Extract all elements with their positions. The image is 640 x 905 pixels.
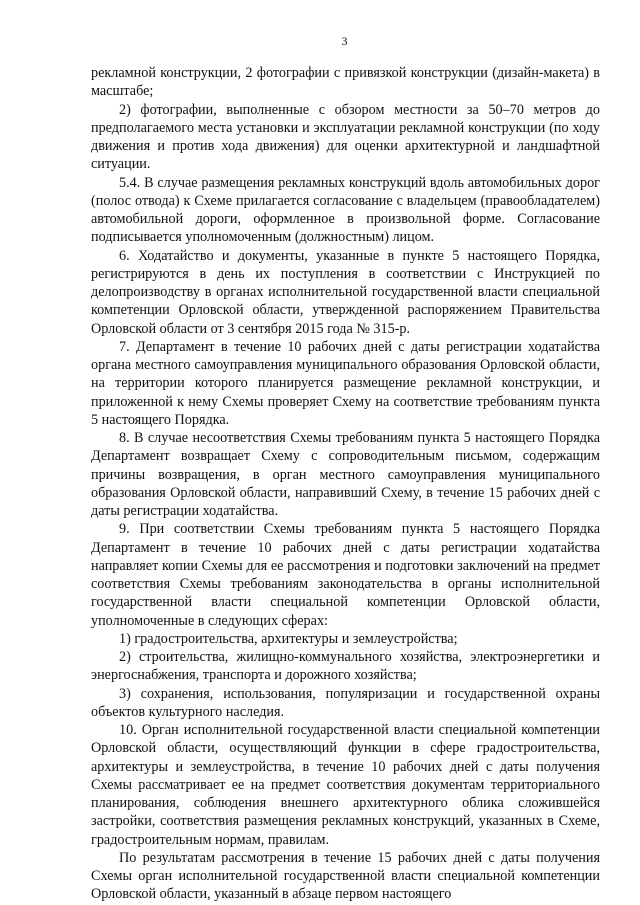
paragraph-9: 2) строительства, жилищно-коммунального хозяйства, электроэнергетики и энергоснабжения, транспорта и дорожного хозяйства; — [91, 649, 600, 684]
paragraph-2: 2) фотографии, выполненные с обзором местности за 50–70 метров до предполагаемого места установки и эксплуатации рекламной конструкции (по ходу движения и против хода движения) для оценки архитектурной и ландшафтной ситуации. — [91, 101, 600, 173]
paragraph-11: 10. Орган исполнительной государственной власти специальной компетенции Орловской области, осуществляющий функции в сфере градостроительства, архитектуры и землеустройства, в течение 10 рабочих дней с даты получения Схемы рассматривает ее на предмет соответствия документам территориального планирования, соблюдения внешнего архитектурного облика сложившейся застройки, соответствия размещения рекламных конструкций, указанных в Схеме, градостроительным нормам, правилам. — [91, 722, 600, 848]
page-number: 3 — [341, 34, 348, 48]
paragraph-7: 9. При соответствии Схемы требованиям пункта 5 настоящего Порядка Департамент в течение 10 рабочих дней с даты регистрации ходатайства направляет копии Схемы для ее рассмотрения и подготовки заключений на предмет соответствия Схемы требованиям законодательства в органы исполнительной государственной власти специальной компетенции Орловской области, уполномоченные в следующих сферах: — [91, 521, 600, 629]
paragraph-6: 8. В случае несоответствия Схемы требованиям пункта 5 настоящего Порядка Департамент возвращает Схему с сопроводительным письмом, содержащим причины возвращения, в орган местного самоуправления муниципального образования Орловской области, направивший Схему, в течение 15 рабочих дней с даты регистрации ходатайства. — [91, 430, 600, 519]
paragraph-3: 5.4. В случае размещения рекламных конструкций вдоль автомобильных дорог (полос отвода) к Схеме прилагается согласование с владельцем (правообладателем) автомобильной дороги, оформленное в произвольной форме. Согласование подписывается уполномоченным (должностным) лицом. — [91, 174, 600, 246]
paragraph-10: 3) сохранения, использования, популяризации и государственной охраны объектов культурного наследия. — [91, 685, 600, 720]
paragraph-4: 6. Ходатайство и документы, указанные в пункте 5 настоящего Порядка, регистрируются в день их поступления в соответствии с Инструкцией по делопроизводству в органах исполнительной государственной власти специальной компетенции Орловской области, утвержденной распоряжением Правительства Орловской области от 3 сентября 2015 года № 315-р. — [91, 247, 600, 337]
paragraph-5: 7. Департамент в течение 10 рабочих дней с даты регистрации ходатайства органа местного самоуправления муниципального образования Орловской области, на территории которого планируется размещение рекламной конструкции, и приложенной к нему Схемы проверяет Схему на соответствие требованиям пункта 5 настоящего Порядка. — [91, 338, 600, 428]
paragraph-12: По результатам рассмотрения в течение 15 рабочих дней с даты получения Схемы орган исполнительной государственной власти специальной компетенции Орловской области, указанный в абзаце первом настоящего — [91, 849, 600, 903]
paragraph-8: 1) градостроительства, архитектуры и землеустройства; — [119, 630, 458, 647]
document-body — [91, 64, 600, 904]
paragraph-1: рекламной конструкции, 2 фотографии с привязкой конструкции (дизайн-макета) в масштабе; — [91, 65, 600, 100]
